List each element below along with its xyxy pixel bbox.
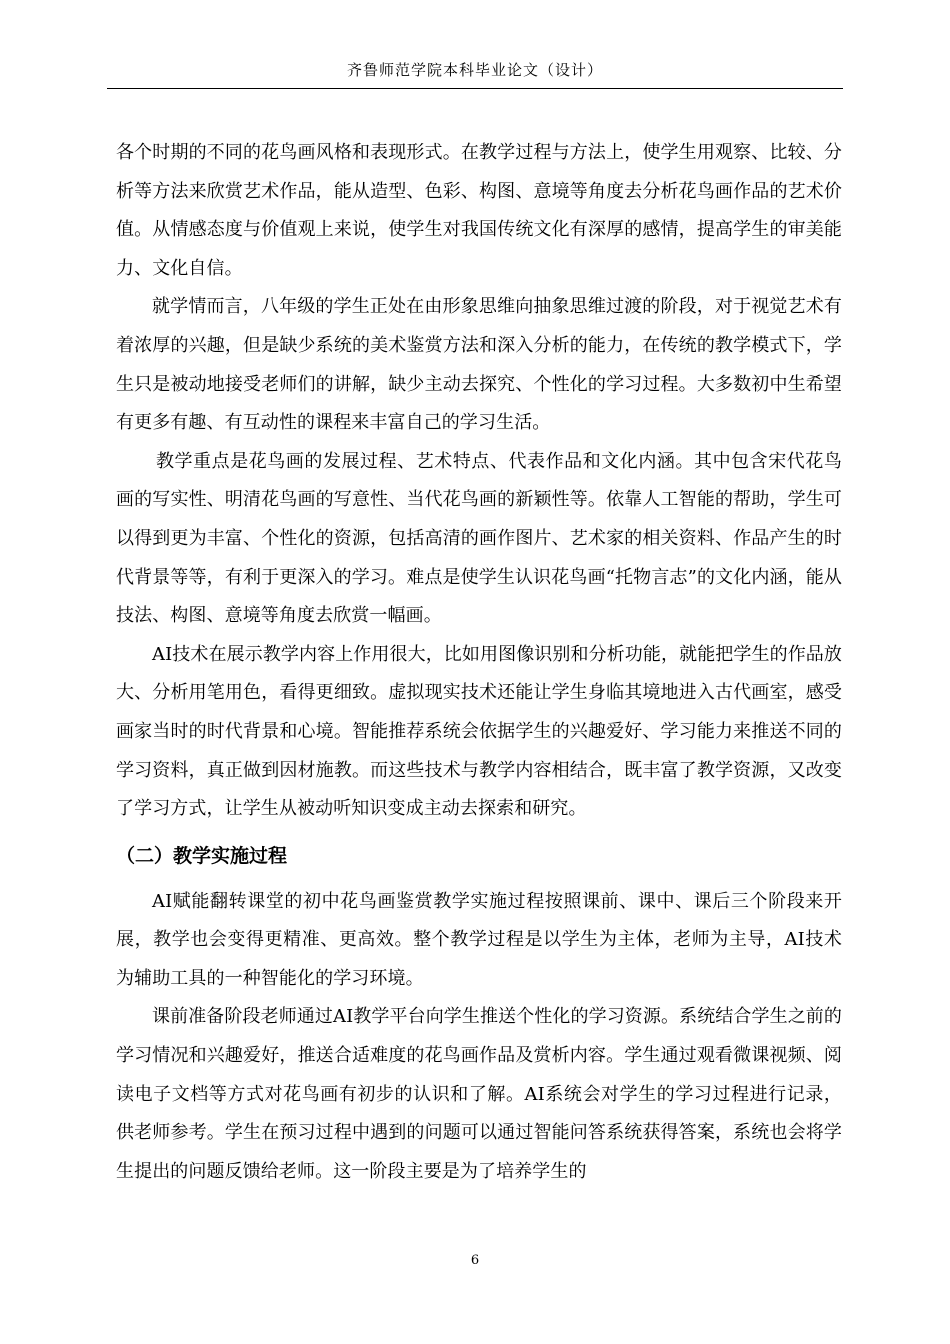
page-number: 6 [470, 1253, 480, 1268]
paragraph-ai-technology: AI技术在展示教学内容上作用很大，比如用图像识别和分析功能，就能把学生的作品放大、分析用笔用色，看得更细致。虚拟现实技术还能让学生身临其境地进入古代画室，感受画家当时的时代背景和心境。智能推荐系统会依据学生的兴趣爱好、学习能力来推送不同的学习资料，真正做到因材施教。而这些技术与教学内容相结合，既丰富了教学资源，又改变了学习方式，让学生从被动听知识变成主动去探索和研究。 [116, 643, 843, 820]
section-heading: （二）教学实施过程 [116, 844, 288, 867]
paragraph-teaching-focus: 教学重点是花鸟画的发展过程、艺术特点、代表作品和文化内涵。其中包含宋代花鸟画的写实性、明清花鸟画的写意性、当代花鸟画的新颖性等。依靠人工智能的帮助，学生可以得到更为丰富、个性化的资源，包括高清的画作图片、艺术家的相关资料、作品产生的时代背景等等，有利于更深入的学习。难点是使学生认识花鸟画“托物言志”的文化内涵，能从技法、构图、意境等角度去欣赏一幅画。 [116, 450, 842, 627]
header-rule [107, 88, 843, 89]
running-header: 齐鲁师范学院本科毕业论文（设计） [346, 61, 603, 79]
body-text [116, 134, 842, 1191]
paragraph-implementation: AI赋能翻转课堂的初中花鸟画鉴赏教学实施过程按照课前、课中、课后三个阶段来开展，教学也会变得更精准、更高效。整个教学过程是以学生为主体，老师为主导，AI技术为辅助工具的一种智能化的学习环境。 [116, 890, 842, 989]
paragraph-continued: 各个时期的不同的花鸟画风格和表现形式。在教学过程与方法上，使学生用观察、比较、分析等方法来欣赏艺术作品，能从造型、色彩、构图、意境等角度去分析花鸟画作品的艺术价值。从情感态度与价值观上来说，使学生对我国传统文化有深厚的感情，提高学生的审美能力、文化自信。 [116, 142, 842, 279]
paragraph-pre-class: 课前准备阶段老师通过AI教学平台向学生推送个性化的学习资源。系统结合学生之前的学习情况和兴趣爱好，推送合适难度的花鸟画作品及赏析内容。学生通过观看微课视频、阅读电子文档等方式对花鸟画有初步的认识和了解。AI系统会对学生的学习过程进行记录，供老师参考。学生在预习过程中遇到的问题可以通过智能问答系统获得答案，系统也会将学生提出的问题反馈给老师。这一阶段主要是为了培养学生的 [116, 1006, 843, 1182]
paragraph-learning-situation: 就学情而言，八年级的学生正处在由形象思维向抽象思维过渡的阶段，对于视觉艺术有着浓厚的兴趣，但是缺少系统的美术鉴赏方法和深入分析的能力，在传统的教学模式下，学生只是被动地接受老师们的讲解，缺少主动去探究、个性化的学习过程。大多数初中生希望有更多有趣、有互动性的课程来丰富自己的学习生活。 [116, 296, 842, 434]
